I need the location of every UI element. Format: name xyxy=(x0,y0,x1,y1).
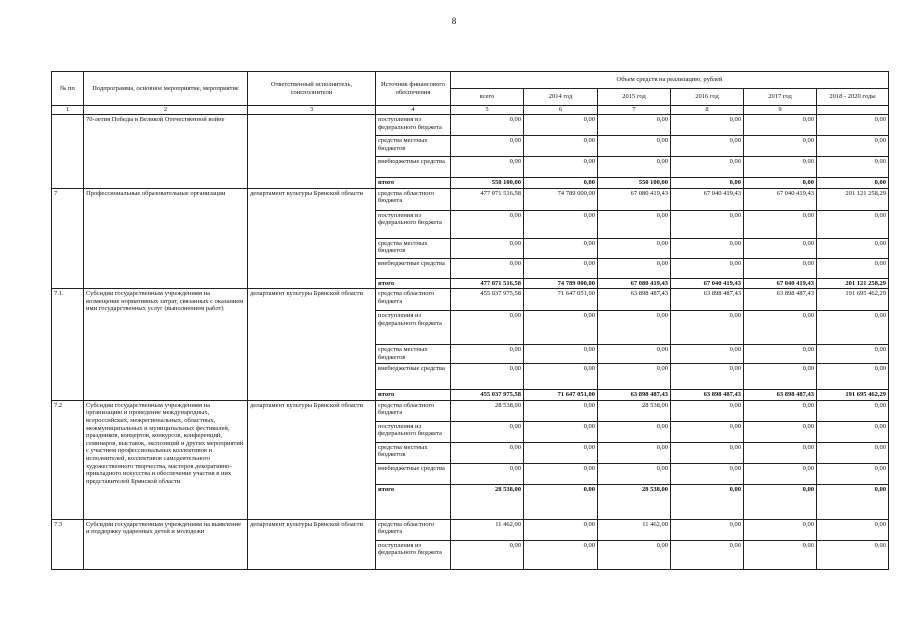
amount-cell: 0,00 xyxy=(744,540,817,569)
amount-cell: 0,00 xyxy=(671,442,744,463)
amount-cell: 0,00 xyxy=(598,311,671,345)
amount-cell: 0,00 xyxy=(524,364,598,390)
table-row xyxy=(52,289,889,311)
amount-cell: 0,00 xyxy=(817,311,889,345)
amount-cell: 0,00 xyxy=(451,421,524,442)
amount-cell: 0,00 xyxy=(744,345,817,364)
funding-source: внебюджетные средства xyxy=(376,463,451,484)
amount-cell: 63 898 487,43 xyxy=(671,289,744,311)
funding-source: средства местных бюджетов xyxy=(376,238,451,258)
amount-cell: 0,00 xyxy=(451,345,524,364)
program-name: 70-летия Победы в Великой Отечественной войне xyxy=(84,115,248,189)
header-2016: 2016 год xyxy=(671,89,744,106)
amount-cell: 191 695 462,29 xyxy=(817,390,889,401)
amount-cell: 0,00 xyxy=(451,115,524,136)
amount-cell: 0,00 xyxy=(744,238,817,258)
funding-source: средства областного бюджета xyxy=(376,289,451,311)
header-volume: Объем средств на реализацию, рублей xyxy=(451,72,889,89)
amount-cell: 0,00 xyxy=(524,421,598,442)
amount-cell: 0,00 xyxy=(817,238,889,258)
budget-table xyxy=(51,71,889,570)
amount-cell: 477 071 516,58 xyxy=(451,278,524,289)
amount-cell: 0,00 xyxy=(817,345,889,364)
amount-cell: 28 538,00 xyxy=(451,400,524,421)
funding-source: итого xyxy=(376,178,451,189)
table-row xyxy=(52,188,889,210)
program-name: Субсидии государственным учреждениям на организацию и проведение международных, всероссийских, межрегиональных, областных, межмуниципальных и муниципальных фестивалей, праздников, концертов, конкурсов, конференций, семинаров, выставок, экспозиций и других мероприятий с участием профессиональных коллективов и исполнителей, коллективов самодеятельного художественного творчества, мастеров декоративно-прикладного искусства и обеспечение участия в них представителей Брянской области xyxy=(84,400,248,519)
amount-cell: 0,00 xyxy=(598,115,671,136)
amount-cell: 28 538,00 xyxy=(598,400,671,421)
amount-cell: 0,00 xyxy=(598,258,671,278)
amount-cell: 28 538,00 xyxy=(598,484,671,519)
amount-cell: 0,00 xyxy=(817,519,889,540)
header-program: Подпрограмма, основное мероприятие, мероприятие xyxy=(84,72,248,106)
amount-cell: 0,00 xyxy=(744,311,817,345)
column-number: 7 xyxy=(598,106,671,115)
funding-source: поступления из федерального бюджета xyxy=(376,421,451,442)
table-row xyxy=(52,519,889,540)
amount-cell: 0,00 xyxy=(744,484,817,519)
funding-source: средства местных бюджетов xyxy=(376,136,451,157)
executor-name: департамент культуры Брянской области xyxy=(248,188,376,289)
amount-cell: 0,00 xyxy=(671,519,744,540)
funding-source: средства местных бюджетов xyxy=(376,442,451,463)
funding-source: поступления из федерального бюджета xyxy=(376,540,451,569)
amount-cell: 0,00 xyxy=(817,210,889,238)
amount-cell: 0,00 xyxy=(817,364,889,390)
amount-cell: 0,00 xyxy=(451,157,524,178)
amount-cell: 0,00 xyxy=(817,258,889,278)
amount-cell: 0,00 xyxy=(598,442,671,463)
amount-cell: 0,00 xyxy=(524,115,598,136)
amount-cell: 0,00 xyxy=(744,258,817,278)
funding-source: средства местных бюджетов xyxy=(376,345,451,364)
amount-cell: 0,00 xyxy=(451,364,524,390)
amount-cell: 0,00 xyxy=(451,258,524,278)
amount-cell: 28 538,00 xyxy=(451,484,524,519)
amount-cell: 0,00 xyxy=(671,311,744,345)
amount-cell: 0,00 xyxy=(451,136,524,157)
amount-cell: 550 100,00 xyxy=(451,178,524,189)
amount-cell: 67 040 419,43 xyxy=(744,278,817,289)
funding-source: поступления из федерального бюджета xyxy=(376,311,451,345)
amount-cell: 0,00 xyxy=(671,178,744,189)
executor-name: департамент культуры Брянской области xyxy=(248,519,376,569)
amount-cell: 63 898 487,43 xyxy=(598,289,671,311)
amount-cell: 0,00 xyxy=(817,136,889,157)
column-number: 2 xyxy=(84,106,248,115)
amount-cell: 0,00 xyxy=(744,364,817,390)
amount-cell: 0,00 xyxy=(598,210,671,238)
funding-source: итого xyxy=(376,278,451,289)
column-number: 3 xyxy=(248,106,376,115)
amount-cell: 0,00 xyxy=(744,115,817,136)
table-body xyxy=(52,115,889,570)
amount-cell: 0,00 xyxy=(744,400,817,421)
amount-cell: 0,00 xyxy=(817,178,889,189)
funding-source: средства областного бюджета xyxy=(376,400,451,421)
column-number-row xyxy=(52,106,889,115)
amount-cell: 0,00 xyxy=(451,210,524,238)
amount-cell: 0,00 xyxy=(524,442,598,463)
amount-cell: 550 100,00 xyxy=(598,178,671,189)
amount-cell: 0,00 xyxy=(524,540,598,569)
amount-cell: 0,00 xyxy=(524,157,598,178)
funding-source: поступления из федерального бюджета xyxy=(376,115,451,136)
amount-cell: 67 080 419,43 xyxy=(598,188,671,210)
amount-cell: 0,00 xyxy=(744,421,817,442)
header-2015: 2015 год xyxy=(598,89,671,106)
executor-name xyxy=(248,115,376,189)
amount-cell: 0,00 xyxy=(598,463,671,484)
amount-cell: 0,00 xyxy=(524,178,598,189)
amount-cell: 0,00 xyxy=(671,421,744,442)
amount-cell: 0,00 xyxy=(744,210,817,238)
amount-cell: 0,00 xyxy=(671,540,744,569)
amount-cell: 0,00 xyxy=(671,364,744,390)
amount-cell: 455 037 975,58 xyxy=(451,289,524,311)
item-number: 7.3 xyxy=(52,519,84,569)
header-2018-2020: 2018 - 2020 годы xyxy=(817,89,889,106)
amount-cell: 0,00 xyxy=(524,400,598,421)
amount-cell: 0,00 xyxy=(671,157,744,178)
column-number: 9 xyxy=(744,106,817,115)
header-executor: Ответственный исполнитель, соисполнители xyxy=(248,72,376,106)
amount-cell: 0,00 xyxy=(598,421,671,442)
amount-cell: 0,00 xyxy=(817,442,889,463)
amount-cell: 74 789 000,00 xyxy=(524,188,598,210)
amount-cell: 0,00 xyxy=(598,238,671,258)
amount-cell: 0,00 xyxy=(598,364,671,390)
amount-cell: 0,00 xyxy=(451,540,524,569)
amount-cell: 0,00 xyxy=(744,136,817,157)
page-number: 8 xyxy=(451,16,457,26)
amount-cell: 0,00 xyxy=(524,519,598,540)
amount-cell: 0,00 xyxy=(744,178,817,189)
amount-cell: 67 040 419,43 xyxy=(744,188,817,210)
funding-source: внебюджетные средства xyxy=(376,364,451,390)
item-number: 7.1. xyxy=(52,289,84,401)
amount-cell: 0,00 xyxy=(524,311,598,345)
amount-cell: 0,00 xyxy=(524,463,598,484)
amount-cell: 63 898 487,43 xyxy=(671,390,744,401)
amount-cell: 201 121 258,29 xyxy=(817,278,889,289)
amount-cell: 477 071 516,58 xyxy=(451,188,524,210)
item-number: 7.2 xyxy=(52,400,84,519)
amount-cell: 0,00 xyxy=(598,345,671,364)
column-number: 5 xyxy=(451,106,524,115)
table-row xyxy=(52,115,889,136)
amount-cell: 71 647 051,00 xyxy=(524,390,598,401)
amount-cell: 0,00 xyxy=(817,540,889,569)
amount-cell: 0,00 xyxy=(744,157,817,178)
amount-cell: 0,00 xyxy=(524,345,598,364)
funding-source: средства областного бюджета xyxy=(376,519,451,540)
amount-cell: 0,00 xyxy=(817,463,889,484)
amount-cell: 11 462,00 xyxy=(451,519,524,540)
amount-cell: 63 898 487,43 xyxy=(744,289,817,311)
amount-cell: 67 040 419,43 xyxy=(671,278,744,289)
amount-cell: 0,00 xyxy=(524,238,598,258)
item-number: 7 xyxy=(52,188,84,289)
amount-cell: 0,00 xyxy=(671,484,744,519)
amount-cell: 0,00 xyxy=(671,400,744,421)
amount-cell: 191 695 462,29 xyxy=(817,289,889,311)
amount-cell: 71 647 051,00 xyxy=(524,289,598,311)
amount-cell: 0,00 xyxy=(671,258,744,278)
amount-cell: 0,00 xyxy=(671,115,744,136)
amount-cell: 0,00 xyxy=(671,238,744,258)
amount-cell: 0,00 xyxy=(671,345,744,364)
funding-source: средства областного бюджета xyxy=(376,188,451,210)
executor-name: департамент культуры Брянской области xyxy=(248,289,376,401)
amount-cell: 0,00 xyxy=(524,258,598,278)
header-source: Источник финансового обеспечения xyxy=(376,72,451,106)
amount-cell: 63 898 487,43 xyxy=(598,390,671,401)
amount-cell: 455 037 975,58 xyxy=(451,390,524,401)
amount-cell: 0,00 xyxy=(817,421,889,442)
header-total: всего xyxy=(451,89,524,106)
amount-cell: 0,00 xyxy=(671,463,744,484)
executor-name: департамент культуры Брянской области xyxy=(248,400,376,519)
program-name: Субсидии государственным учреждениям на возмещение нормативных затрат, связанных с оказанием ими государственных услуг (выполнением работ) xyxy=(84,289,248,401)
header-row xyxy=(52,72,889,89)
column-number: 1 xyxy=(52,106,84,115)
table-row xyxy=(52,400,889,421)
amount-cell: 0,00 xyxy=(817,484,889,519)
amount-cell: 74 789 000,00 xyxy=(524,278,598,289)
amount-cell: 0,00 xyxy=(598,136,671,157)
funding-source: внебюджетные средства xyxy=(376,258,451,278)
amount-cell: 0,00 xyxy=(671,210,744,238)
amount-cell: 0,00 xyxy=(524,484,598,519)
column-number xyxy=(817,106,889,115)
program-name: Профессиональные образовательные организации xyxy=(84,188,248,289)
column-number: 4 xyxy=(376,106,451,115)
amount-cell: 67 080 419,43 xyxy=(598,278,671,289)
amount-cell: 0,00 xyxy=(451,463,524,484)
amount-cell: 11 462,00 xyxy=(598,519,671,540)
program-name: Субсидии государственным учреждениям на выявление и поддержку одаренных детей и молодежи xyxy=(84,519,248,569)
header-2017: 2017 год xyxy=(744,89,817,106)
column-number: 8 xyxy=(671,106,744,115)
item-number xyxy=(52,115,84,189)
amount-cell: 0,00 xyxy=(744,519,817,540)
funding-source: итого xyxy=(376,390,451,401)
amount-cell: 0,00 xyxy=(451,238,524,258)
amount-cell: 0,00 xyxy=(744,463,817,484)
amount-cell: 0,00 xyxy=(817,157,889,178)
amount-cell: 67 040 419,43 xyxy=(671,188,744,210)
amount-cell: 0,00 xyxy=(598,157,671,178)
amount-cell: 0,00 xyxy=(451,311,524,345)
header-2014: 2014 год xyxy=(524,89,598,106)
amount-cell: 0,00 xyxy=(817,400,889,421)
amount-cell: 0,00 xyxy=(598,540,671,569)
header-no: № пп xyxy=(52,72,84,106)
amount-cell: 0,00 xyxy=(524,136,598,157)
funding-source: итого xyxy=(376,484,451,519)
amount-cell: 0,00 xyxy=(817,115,889,136)
amount-cell: 201 121 258,29 xyxy=(817,188,889,210)
amount-cell: 63 898 487,43 xyxy=(744,390,817,401)
amount-cell: 0,00 xyxy=(524,210,598,238)
funding-source: внебюджетные средства xyxy=(376,157,451,178)
column-number: 6 xyxy=(524,106,598,115)
amount-cell: 0,00 xyxy=(671,136,744,157)
amount-cell: 0,00 xyxy=(744,442,817,463)
amount-cell: 0,00 xyxy=(451,442,524,463)
funding-source: поступления из федерального бюджета xyxy=(376,210,451,238)
